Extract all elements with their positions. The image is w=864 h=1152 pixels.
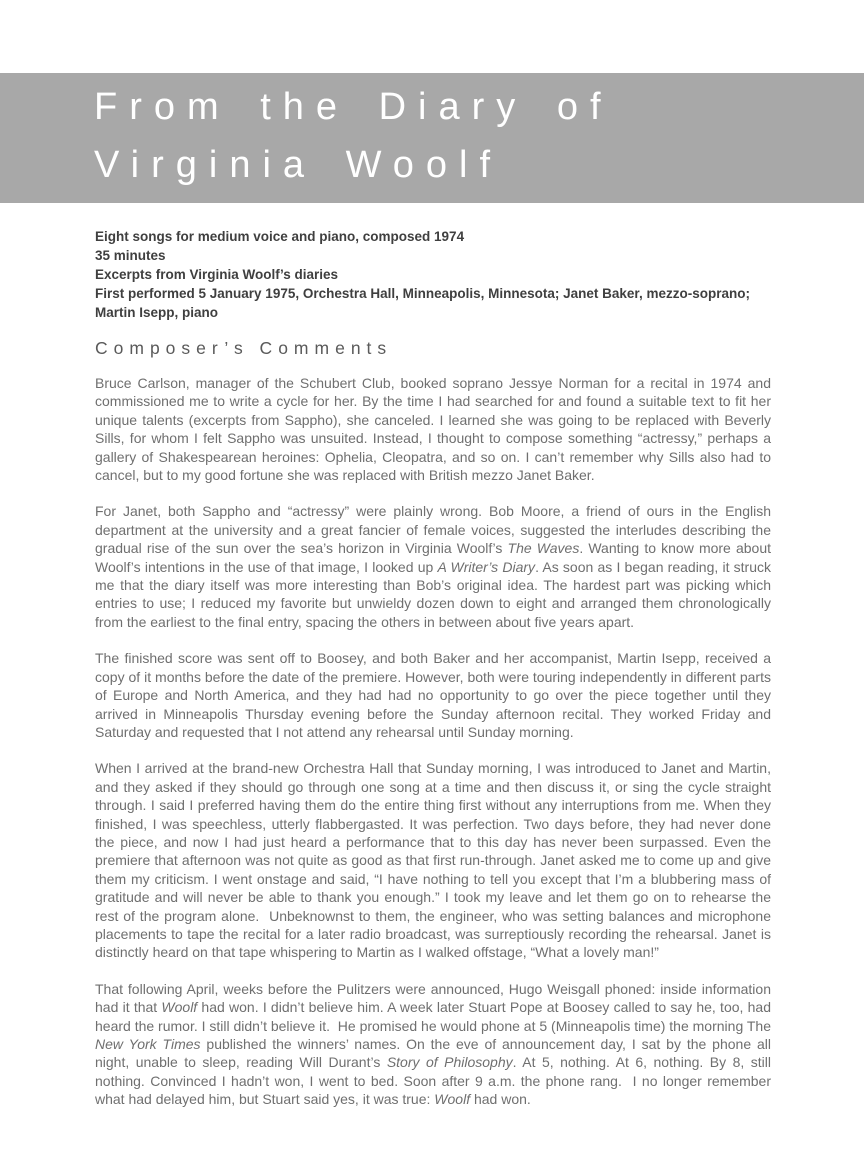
italic-work-title: The Waves (507, 540, 580, 557)
work-detail-line: 35 minutes (95, 248, 166, 263)
work-detail-line: Excerpts from Virginia Woolf’s diaries (95, 267, 339, 282)
paragraph (95, 980, 775, 1109)
text-run: . As soon as I began reading, it struck me that the diary itself was more interesting than Bob’s original idea. The hardest part was picking which entries to use; I reduced my favorite but unwieldy dozen down to eight and arranged them chronologically from the earliest to the final entry, spacing the others in between about five years apart. (95, 558, 775, 630)
work-details (95, 227, 771, 322)
work-title-line-2: Virginia Woolf (94, 144, 503, 186)
work-detail-line: First performed 5 January 1975, Orchestra Hall, Minneapolis, Minnesota; Janet Baker, mezzo-soprano; (95, 286, 750, 301)
text-run: . Wanting to know more about Woolf’s intentions in the use of that image, I looked up (95, 540, 775, 575)
text-run: had won. (470, 1091, 531, 1108)
text-run: published the winners’ names. On the eve of announcement day, I sat by the phone all night, unable to sleep, reading Will Durant’s (95, 1036, 775, 1071)
page-content (95, 227, 775, 1127)
work-detail-line: Martin Isepp, piano (95, 305, 219, 320)
text-run: Bruce Carlson, manager of the Schubert Club, booked soprano Jessye Norman for a recital in 1974 and commissioned me to write a cycle for her. By the time I had searched for and found a suitable text to fit her unique talents (excerpts from Sappho), she canceled. I learned she was going to be replaced with Beverly Sills, for whom I felt Sappho was unsuited. Instead, I thought to compose something “actressy,” perhaps a gallery of Shakespearean heroines: Ophelia, Cleopatra, and so on. I can’t remember why Sills also had to cancel, but to my good fortune she was replaced with British mezzo Janet Baker. (95, 375, 775, 484)
text-run: had won. I didn’t believe him. A week later Stuart Pope at Boosey called to say he, too, had heard the rumor. I still didn’t believe it. He promised he would phone at 5 (Minneapolis time) the morning The (95, 999, 775, 1034)
title-banner (0, 73, 864, 203)
text-run: The finished score was sent off to Boosey, and both Baker and her accompanist, Martin Isepp, received a copy of it months before the date of the premiere. However, both were touring independently in different parts of Europe and North America, and they had had no opportunity to go over the piece together until they arrived in Minneapolis Thursday evening before the Sunday afternoon recital. They worked Friday and Saturday and requested that I not attend any rehearsal until Sunday morning. (95, 650, 775, 740)
text-run: That following April, weeks before the Pulitzers were announced, Hugo Weisgall phoned: inside information had it that (95, 980, 775, 1016)
text-run: When I arrived at the brand-new Orchestra Hall that Sunday morning, I was introduced to Janet and Martin, and they asked if they should go through one song at a time and then discuss it, or sing the cycle straight through. I said I preferred having them do the entire thing first without any interruptions from me. When they finished, I was speechless, utterly flabbergasted. It was perfection. Two days before, they had never done the piece, and now I had just heard a performance that to this day has never been surpassed. Even the premiere that afternoon was not quite as good as that first run-through. Janet asked me to come up and give them my criticism. I went onstage and said, “I have nothing to tell you except that I’m a blubbering mass of gratitude and will never be able to thank you enough.” I took my leave and let them go on to rehearse the rest of the program alone. Unbeknownst to them, the engineer, who was setting balances and microphone placements to tape the recital for a later radio broadcast, was surreptiously recording the rehearsal. Janet is distinctly heard on that tape whispering to Martin as I walked offstage, “What a lovely man!” (95, 760, 775, 961)
italic-work-title: Woolf (161, 999, 198, 1016)
paragraph (95, 759, 775, 961)
composer-comments-body (95, 374, 775, 1109)
italic-work-title: Woolf (434, 1091, 471, 1108)
section-heading: Composer’s Comments (95, 338, 393, 358)
paragraph (95, 502, 775, 631)
italic-work-title: New York Times (95, 1036, 201, 1052)
italic-work-title: Story of Philosophy (386, 1054, 513, 1071)
paragraph (95, 649, 775, 741)
paragraph (95, 374, 775, 484)
work-title-line-1: From the Diary of (94, 86, 613, 128)
text-run: . At 5, nothing. At 6, nothing. By 8, still nothing. Convinced I hadn’t won, I went to bed. Soon after 9 a.m. the phone rang. I no longer remember what had delayed him, but Stuart said yes, it was true: (95, 1054, 775, 1108)
work-detail-line: Eight songs for medium voice and piano, composed 1974 (95, 229, 465, 244)
italic-work-title: A Writer’s Diary (437, 558, 536, 575)
text-run: For Janet, both Sappho and “actressy” were plainly wrong. Bob Moore, a friend of ours in the English department at the university and a great fancier of female voices, suggested the interludes describing the gradual rise of the sun over the sea’s horizon in Virginia Woolf’s (95, 503, 775, 557)
